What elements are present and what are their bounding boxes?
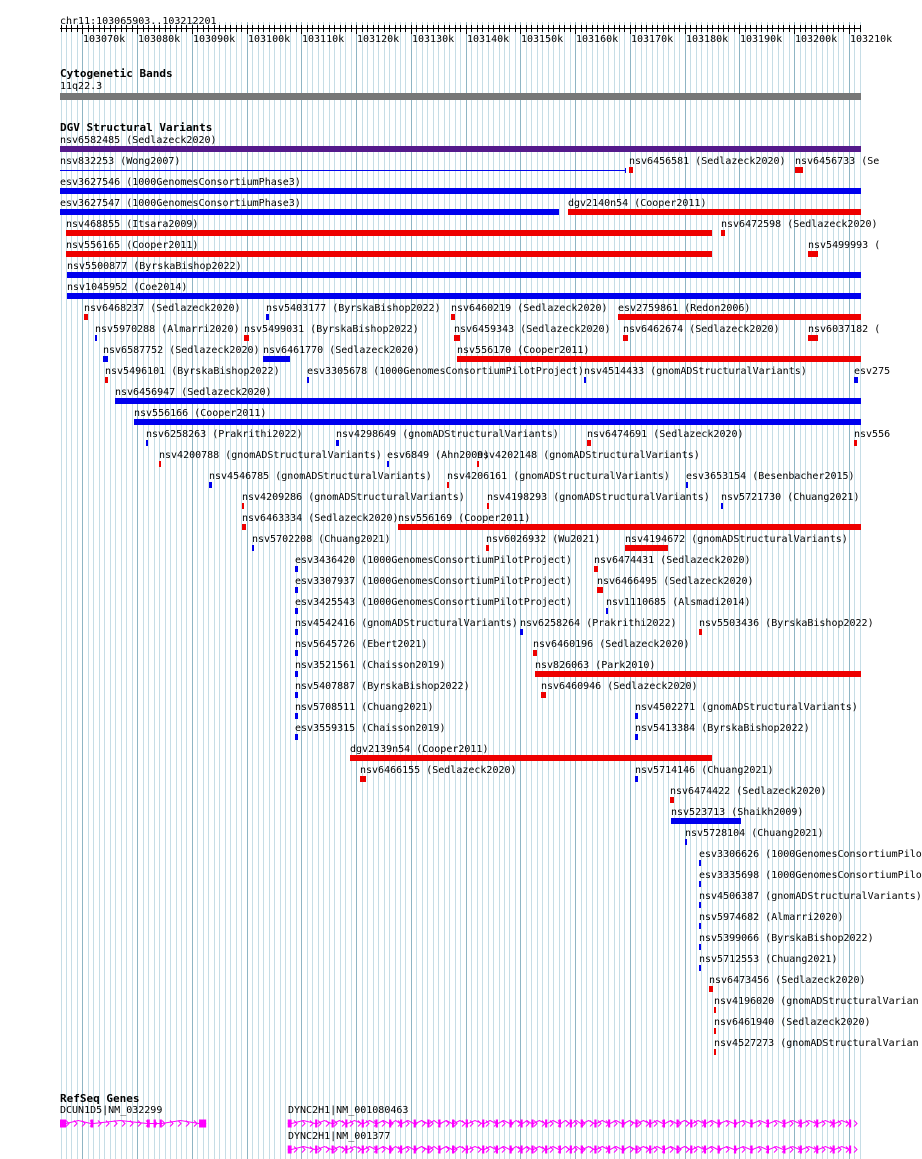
variant-bar[interactable] (105, 377, 108, 383)
variant-bar[interactable] (568, 209, 861, 215)
strand-arrow (342, 1121, 345, 1127)
variant-bar[interactable] (597, 587, 603, 593)
strand-arrow (630, 1147, 633, 1153)
strand-arrow (654, 1147, 657, 1153)
ruler-tick-label: 103200k (795, 34, 838, 45)
gene-exon (594, 1146, 596, 1154)
strand-arrow (462, 1147, 465, 1153)
strand-arrow (342, 1147, 345, 1153)
gene-exon (635, 1120, 637, 1128)
strand-arrow (646, 1147, 649, 1153)
strand-arrow (326, 1147, 329, 1153)
cytoband-label: 11q22.3 (60, 81, 103, 92)
variant-bar[interactable] (295, 608, 298, 614)
variant-label: nsv468855 (Itsara2009) (66, 219, 199, 230)
variant-label: esv2759861 (Redon2006) (618, 303, 751, 314)
variant-bar[interactable] (447, 482, 449, 488)
variant-label: nsv5721730 (Chuang2021) (721, 492, 860, 503)
gene-exon (594, 1120, 596, 1128)
gene-exon (635, 1146, 637, 1154)
variant-bar[interactable] (635, 713, 638, 719)
variant-bar[interactable] (398, 524, 861, 530)
refseq-track-title: RefSeq Genes (60, 1092, 140, 1105)
variant-bar[interactable] (103, 356, 108, 362)
variant-label: nsv556169 (Cooper2011) (398, 513, 531, 524)
variant-bar[interactable] (686, 482, 688, 488)
variant-label: nsv6587752 (Sedlazeck2020) (103, 345, 260, 356)
variant-bar[interactable] (625, 545, 668, 551)
variant-bar[interactable] (242, 503, 244, 509)
strand-arrow (686, 1147, 689, 1153)
variant-label: nsv6462674 (Sedlazeck2020) (623, 324, 780, 335)
variant-bar[interactable] (670, 797, 674, 803)
variant-label: nsv4298649 (gnomADStructuralVariants) (336, 429, 559, 440)
strand-arrow (806, 1121, 809, 1127)
variant-bar[interactable] (60, 188, 861, 194)
gene-exon (482, 1146, 484, 1154)
strand-arrow (310, 1121, 313, 1127)
gene-exon (427, 1120, 429, 1128)
strand-arrow (614, 1121, 617, 1127)
variant-bar[interactable] (60, 209, 559, 215)
variant-bar[interactable] (808, 251, 818, 257)
dgv-track-title: DGV Structural Variants (60, 121, 213, 134)
variant-bar[interactable] (714, 1049, 716, 1055)
gene-model[interactable] (0, 1143, 890, 1157)
strand-arrow (630, 1121, 633, 1127)
variant-label: nsv5399066 (ByrskaBishop2022) (699, 933, 874, 944)
gene-exon (288, 1120, 292, 1128)
gene-exon (531, 1146, 533, 1154)
strand-arrow (654, 1121, 657, 1127)
gene-exon (315, 1146, 317, 1154)
variant-bar[interactable] (295, 671, 298, 677)
strand-arrow (406, 1121, 409, 1127)
strand-arrow (614, 1147, 617, 1153)
gene-exon (332, 1120, 334, 1128)
variant-bar[interactable] (115, 398, 861, 404)
variant-label: nsv1110685 (Alsmadi2014) (606, 597, 751, 608)
variant-label: nsv6461770 (Sedlazeck2020) (263, 345, 420, 356)
variant-label: nsv4542416 (gnomADStructuralVariants) (295, 618, 518, 629)
variant-bar[interactable] (252, 545, 254, 551)
variant-bar[interactable] (541, 692, 546, 698)
variant-label: nsv5413384 (ByrskaBishop2022) (635, 723, 810, 734)
variant-bar[interactable] (159, 461, 161, 467)
gene-label: DYNC2H1|NM_001377 (288, 1131, 391, 1142)
variant-label: nsv5407887 (ByrskaBishop2022) (295, 681, 470, 692)
strand-arrow (422, 1121, 425, 1127)
variant-bar[interactable] (295, 692, 298, 698)
strand-arrow (758, 1121, 761, 1127)
strand-arrow (542, 1147, 545, 1153)
variant-label: nsv6474691 (Sedlazeck2020) (587, 429, 744, 440)
variant-bar[interactable] (67, 272, 861, 278)
variant-label: nsv5708511 (Chuang2021) (295, 702, 434, 713)
ruler-tick-label: 103110k (302, 34, 345, 45)
variant-label: nsv5728104 (Chuang2021) (685, 828, 824, 839)
variant-label: nsv4200788 (gnomADStructuralVariants) (159, 450, 382, 461)
strand-arrow (326, 1121, 329, 1127)
variant-bar[interactable] (623, 335, 628, 341)
variant-label: nsv5503436 (ByrskaBishop2022) (699, 618, 874, 629)
strand-arrow (550, 1121, 553, 1127)
variant-label: nsv6472598 (Sedlazeck2020) (721, 219, 878, 230)
variant-label: nsv6258263 (Prakrithi2022) (146, 429, 303, 440)
variant-label: esv3307937 (1000GenomesConsortiumPilotProject) (295, 576, 572, 587)
variant-bar[interactable] (587, 440, 591, 446)
gene-exon (531, 1120, 533, 1128)
variant-label: nsv5714146 (Chuang2021) (635, 765, 774, 776)
variant-label: nsv4502271 (gnomADStructuralVariants) (635, 702, 858, 713)
variant-bar[interactable] (721, 503, 723, 509)
strand-arrow (590, 1147, 593, 1153)
variant-label: nsv1045952 (Coe2014) (67, 282, 188, 293)
strand-arrow (646, 1121, 649, 1127)
variant-bar[interactable] (66, 230, 712, 236)
variant-label: nsv6460196 (Sedlazeck2020) (533, 639, 690, 650)
strand-arrow (422, 1147, 425, 1153)
strand-arrow (566, 1147, 569, 1153)
gene-model[interactable] (0, 1117, 890, 1131)
variant-bar[interactable] (307, 377, 309, 383)
variant-bar[interactable] (244, 335, 249, 341)
strand-arrow (774, 1147, 777, 1153)
variant-label: nsv5496101 (ByrskaBishop2022) (105, 366, 280, 377)
variant-label: nsv5645726 (Ebert2021) (295, 639, 428, 650)
strand-arrow (774, 1121, 777, 1127)
ruler-tick-label: 103180k (686, 34, 729, 45)
variant-bar[interactable] (336, 440, 339, 446)
strand-arrow (478, 1121, 481, 1127)
strand-arrow (790, 1121, 793, 1127)
gene-exon (570, 1146, 572, 1154)
variant-label: nsv523713 (Shaikh2009) (671, 807, 804, 818)
variant-label: nsv6460946 (Sedlazeck2020) (541, 681, 698, 692)
ruler-tick-label: 103100k (248, 34, 291, 45)
ruler-tick-label: 103210k (850, 34, 893, 45)
variant-label: nsv6461940 (Sedlazeck2020) (714, 1017, 871, 1028)
variant-label: nsv4546785 (gnomADStructuralVariants) (209, 471, 432, 482)
variant-label: nsv6258264 (Prakrithi2022) (520, 618, 677, 629)
variant-bar[interactable] (84, 314, 88, 320)
variant-label: nsv6466155 (Sedlazeck2020) (360, 765, 517, 776)
gene-exon (570, 1120, 572, 1128)
strand-arrow (846, 1147, 849, 1153)
variant-label: nsv6582485 (Sedlazeck2020) (60, 135, 217, 146)
variant-label: nsv6456947 (Sedlazeck2020) (115, 387, 272, 398)
strand-arrow (310, 1147, 313, 1153)
strand-arrow (294, 1147, 297, 1153)
ruler-tick-label: 103080k (138, 34, 181, 45)
ruler-tick-label: 103070k (83, 34, 126, 45)
variant-bar[interactable] (714, 1028, 716, 1034)
variant-bar[interactable] (721, 230, 725, 236)
ruler-tick-label: 103090k (193, 34, 236, 45)
gene-exon (315, 1120, 317, 1128)
strand-arrow (846, 1121, 849, 1127)
variant-label: nsv556165 (Cooper2011) (66, 240, 199, 251)
variant-bar[interactable] (714, 1007, 716, 1013)
variant-bar[interactable] (699, 629, 702, 635)
variant-label: esv275 (854, 366, 891, 377)
gene-exon (362, 1120, 364, 1128)
variant-bar[interactable] (66, 251, 712, 257)
variant-label: nsv6037182 ( (808, 324, 881, 335)
variant-label: nsv6466495 (Sedlazeck2020) (597, 576, 754, 587)
variant-bar[interactable] (606, 608, 608, 614)
gene-exon (362, 1146, 364, 1154)
variant-bar[interactable] (635, 734, 638, 740)
variant-label: nsv6460219 (Sedlazeck2020) (451, 303, 608, 314)
gene-exon (466, 1120, 468, 1128)
variant-label: esv3305678 (1000GenomesConsortiumPilotProject) (307, 366, 584, 377)
variant-label: nsv6026932 (Wu2021) (486, 534, 601, 545)
variant-label: esv3306626 (1000GenomesConsortiumPilo (699, 849, 922, 860)
ruler-tick-label: 103170k (631, 34, 674, 45)
variant-bar[interactable] (629, 167, 633, 173)
variant-bar[interactable] (95, 335, 97, 341)
variant-bar[interactable] (699, 881, 701, 887)
variant-label: esv3436420 (1000GenomesConsortiumPilotProject) (295, 555, 572, 566)
variant-label: dgv2140n54 (Cooper2011) (568, 198, 707, 209)
variant-bar[interactable] (60, 146, 861, 152)
variant-bar[interactable] (295, 587, 298, 593)
gene-exon (482, 1120, 484, 1128)
cytoband-bar[interactable] (60, 93, 861, 100)
variant-bar[interactable] (134, 419, 861, 425)
variant-label: nsv6456581 (Sedlazeck2020) (629, 156, 786, 167)
strand-arrow (854, 1147, 857, 1153)
gene-exon (427, 1146, 429, 1154)
gene-label: DYNC2H1|NM_001080463 (288, 1105, 409, 1116)
ruler-tick-label: 103150k (521, 34, 564, 45)
cytoband-track-title: Cytogenetic Bands (60, 67, 173, 80)
variant-bar[interactable] (451, 314, 455, 320)
variant-bar[interactable] (146, 440, 148, 446)
variant-label: nsv5712553 (Chuang2021) (699, 954, 838, 965)
variant-label: nsv5499031 (ByrskaBishop2022) (244, 324, 419, 335)
variant-label: nsv826063 (Park2010) (535, 660, 656, 671)
variant-bar[interactable] (242, 524, 246, 530)
strand-arrow (294, 1121, 297, 1127)
variant-bar[interactable] (584, 377, 586, 383)
variant-bar[interactable] (535, 671, 861, 677)
variant-bar[interactable] (699, 944, 701, 950)
variant-label: nsv4514433 (gnomADStructuralVariants) (584, 366, 807, 377)
variant-label: esv3627546 (1000GenomesConsortiumPhase3) (60, 177, 301, 188)
variant-bar[interactable] (699, 965, 701, 971)
variant-bar[interactable] (699, 902, 701, 908)
variant-label: nsv4202148 (gnomADStructuralVariants) (477, 450, 700, 461)
variant-label: nsv5500877 (ByrskaBishop2022) (67, 261, 242, 272)
gene-exon (690, 1146, 692, 1154)
ruler-location: chr11:103065903..103212201 (60, 16, 217, 27)
strand-arrow (758, 1147, 761, 1153)
variant-label: nsv556170 (Cooper2011) (457, 345, 590, 356)
variant-label: nsv4198293 (gnomADStructuralVariants) (487, 492, 710, 503)
ruler-tick-label: 103160k (576, 34, 619, 45)
variant-label: nsv5974682 (Almarri2020) (699, 912, 844, 923)
variant-label: nsv4209286 (gnomADStructuralVariants) (242, 492, 465, 503)
variant-bar[interactable] (295, 734, 298, 740)
variant-bar[interactable] (263, 356, 290, 362)
variant-bar[interactable] (671, 818, 741, 824)
variant-bar[interactable] (854, 440, 857, 446)
variant-label: nsv3521561 (Chaisson2019) (295, 660, 446, 671)
variant-label: nsv6474431 (Sedlazeck2020) (594, 555, 751, 566)
variant-label: nsv4196020 (gnomADStructuralVarian (714, 996, 919, 1007)
variant-label: nsv4206161 (gnomADStructuralVariants) (447, 471, 670, 482)
variant-label: nsv5702208 (Chuang2021) (252, 534, 391, 545)
variant-bar[interactable] (350, 755, 712, 761)
variant-bar[interactable] (795, 167, 803, 173)
strand-arrow (790, 1147, 793, 1153)
ruler-tick-label: 103120k (357, 34, 400, 45)
variant-bar[interactable] (520, 629, 523, 635)
variant-bar[interactable] (487, 503, 489, 509)
variant-label: dgv2139n54 (Cooper2011) (350, 744, 489, 755)
variant-bar[interactable] (360, 776, 366, 782)
variant-label: nsv4527273 (gnomADStructuralVarian (714, 1038, 919, 1049)
strand-arrow (462, 1121, 465, 1127)
variant-bar[interactable] (266, 314, 269, 320)
gene-exon (466, 1146, 468, 1154)
strand-arrow (574, 1147, 577, 1153)
variant-label: esv6849 (Ahn2009) (387, 450, 490, 461)
variant-label: nsv5970288 (Almarri2020) (95, 324, 240, 335)
variant-line[interactable] (60, 170, 626, 171)
ruler-tick-label: 103190k (740, 34, 783, 45)
variant-bar[interactable] (854, 377, 858, 383)
gene-label: DCUN1D5|NM_032299 (60, 1105, 163, 1116)
strand-arrow (590, 1121, 593, 1127)
strand-arrow (574, 1121, 577, 1127)
variant-label: esv3425543 (1000GenomesConsortiumPilotProject) (295, 597, 572, 608)
variant-bar[interactable] (685, 839, 687, 845)
variant-bar[interactable] (699, 923, 701, 929)
variant-bar[interactable] (454, 335, 460, 341)
variant-bar[interactable] (808, 335, 818, 341)
variant-label: nsv6468237 (Sedlazeck2020) (84, 303, 241, 314)
variant-label: esv3627547 (1000GenomesConsortiumPhase3) (60, 198, 301, 209)
strand-arrow (550, 1147, 553, 1153)
variant-label: nsv4194672 (gnomADStructuralVariants) (625, 534, 848, 545)
variant-bar[interactable] (709, 986, 713, 992)
variant-bar[interactable] (486, 545, 489, 551)
strand-arrow (478, 1147, 481, 1153)
strand-arrow (302, 1147, 305, 1153)
variant-label: nsv6463334 (Sedlazeck2020) (242, 513, 399, 524)
variant-label: nsv6473456 (Sedlazeck2020) (709, 975, 866, 986)
variant-bar[interactable] (635, 776, 638, 782)
variant-label: esv3653154 (Besenbacher2015) (686, 471, 855, 482)
variant-label: nsv5499993 ( (808, 240, 881, 251)
variant-bar[interactable] (295, 650, 298, 656)
ruler-tick-label: 103140k (467, 34, 510, 45)
strand-arrow (406, 1147, 409, 1153)
strand-arrow (542, 1121, 545, 1127)
variant-bar[interactable] (477, 461, 479, 467)
variant-bar[interactable] (67, 293, 861, 299)
variant-label: nsv6459343 (Sedlazeck2020) (454, 324, 611, 335)
strand-arrow (358, 1147, 361, 1153)
variant-bar[interactable] (699, 860, 701, 866)
variant-label: nsv6474422 (Sedlazeck2020) (670, 786, 827, 797)
variant-bar[interactable] (457, 356, 861, 362)
variant-bar[interactable] (533, 650, 537, 656)
gene-exon (332, 1146, 334, 1154)
strand-arrow (566, 1121, 569, 1127)
variant-bar[interactable] (594, 566, 598, 572)
variant-label: esv3559315 (Chaisson2019) (295, 723, 446, 734)
gene-exon (288, 1146, 292, 1154)
strand-arrow (806, 1147, 809, 1153)
strand-arrow (686, 1121, 689, 1127)
strand-arrow (854, 1121, 857, 1127)
variant-bar[interactable] (618, 314, 861, 320)
variant-bar[interactable] (387, 461, 389, 467)
strand-arrow (302, 1121, 305, 1127)
variant-bar[interactable] (209, 482, 212, 488)
variant-bar[interactable] (295, 566, 298, 572)
variant-label: nsv556166 (Cooper2011) (134, 408, 267, 419)
variant-label: nsv556 (854, 429, 891, 440)
variant-bar[interactable] (295, 713, 298, 719)
variant-label: nsv832253 (Wong2007) (60, 156, 181, 167)
variant-label: nsv6456733 (Se (795, 156, 880, 167)
ruler-tick-label: 103130k (412, 34, 455, 45)
strand-arrow (358, 1121, 361, 1127)
variant-label: nsv4506387 (gnomADStructuralVariants) (699, 891, 922, 902)
variant-label: nsv5403177 (ByrskaBishop2022) (266, 303, 441, 314)
gene-exon (690, 1120, 692, 1128)
variant-label: esv3335698 (1000GenomesConsortiumPilo (699, 870, 922, 881)
variant-bar[interactable] (295, 629, 298, 635)
